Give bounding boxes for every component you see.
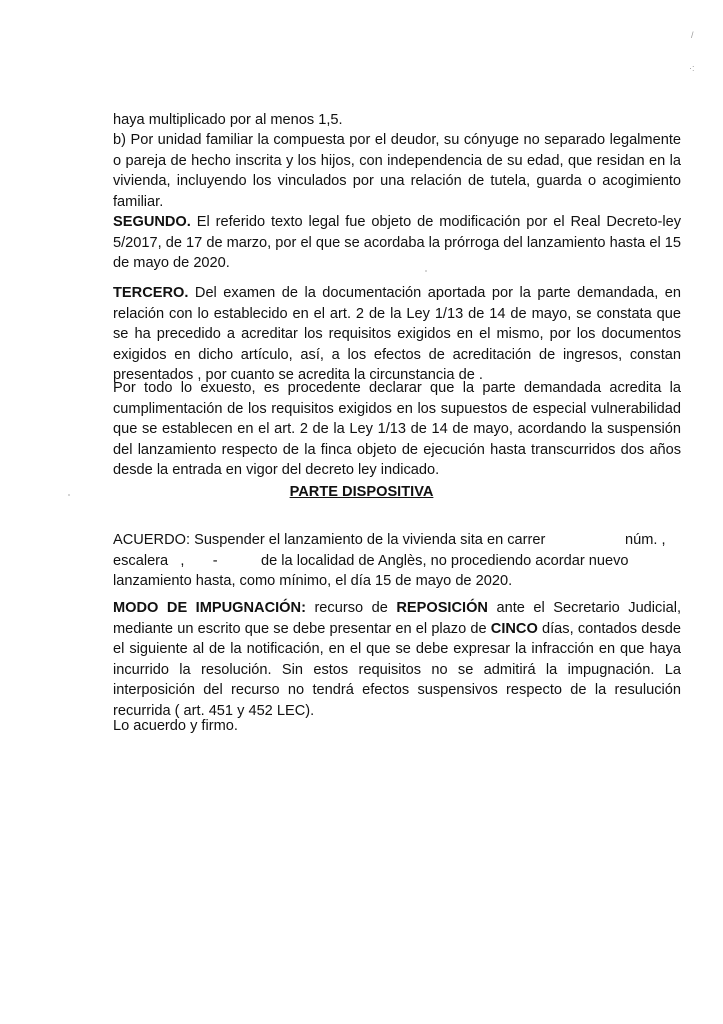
paragraph-conclusion: Por todo lo exuesto, es procedente declarar que la parte demandada acredita la cumplimentación de los requisitos exigidos en los supuestos de especial vulnerabilidad que se establecen en el art. 2 de la Ley 1/13 de 14 de mayo, acordando la suspensión del lanzamiento respecto de la finca objeto de ejecución hasta transcurridos dos años desde la entrada en vigor del decreto ley indicado. <box>113 380 681 478</box>
tercero-text: Del examen de la documentación aportada por la parte demandada, en relación con lo establecido en el art. 2 de la Ley 1/13 de 14 de mayo, se constata que se ha precedido a acreditar los requisitos exigidos en el mismo, por los documentos exigidos en dicho artículo, así, a los efectos de acreditación de ingresos, constan presentados , por cuanto se acredita la circunstancia de . <box>113 285 681 383</box>
paragraph-tercero <box>113 283 681 386</box>
paragraph-impugnacion <box>113 598 681 721</box>
paragraph-segundo <box>113 212 681 274</box>
impugnacion-heading: MODO DE IMPUGNACIÓN: <box>113 600 306 616</box>
closing-line: Lo acuerdo y firmo. <box>113 718 238 734</box>
continuation-line: haya multiplicado por al menos 1,5. <box>113 112 343 128</box>
impugnacion-text-1: recurso de <box>305 600 397 616</box>
section-title-parte-dispositiva: PARTE DISPOSITIVA <box>289 484 434 500</box>
tercero-heading: TERCERO. <box>113 285 189 301</box>
impugnacion-cinco: CINCO <box>490 620 538 637</box>
impugnacion-reposicion: REPOSICIÓN <box>396 600 488 616</box>
scan-mark-top: / <box>691 30 694 40</box>
acuerdo-line-1: ACUERDO: Suspender el lanzamiento de la vivienda sita en carrer <box>113 532 546 548</box>
impugnacion-text-2: ante el Secretario Judicial, mediante un escrito que se debe presentar en el plazo de <box>113 600 681 637</box>
segundo-heading: SEGUNDO. <box>113 214 191 230</box>
scan-mark-second: ·: <box>689 63 695 73</box>
acuerdo-num: núm. , <box>625 532 666 548</box>
acuerdo-escalera: escalera , - <box>113 552 218 569</box>
segundo-text: El referido texto legal fue objeto de modificación por el Real Decreto-ley 5/2017, de 17 de marzo, por el que se acordaba la prórroga del lanzamiento hasta el 15 de mayo de 2020. <box>113 214 681 271</box>
paragraph-acuerdo <box>113 530 681 592</box>
paragraph-item-b: b) Por unidad familiar la compuesta por el deudor, su cónyuge no separado legalmente o pareja de hecho inscrita y los hijos, con independencia de su edad, que residan en la vivienda, incluyendo los vinculados por una relación de tutela, guarda o acogimiento familiar. <box>113 132 681 210</box>
acuerdo-line-3: lanzamiento hasta, como mínimo, el día 15 de mayo de 2020. <box>113 573 513 589</box>
impugnacion-text-3: días, contados desde el siguiente al de la notificación, en el que se debe expresar la infracción en que haya incurrido la resolución. Sin estos requisitos no se admitirá la impugnación. La interposición del recurso no tendrá efectos suspensivos respecto de la resulución recurrida ( art. 451 y 452 LEC). <box>113 620 681 719</box>
acuerdo-line-2: de la localidad de Anglès, no procediendo acordar nuevo <box>261 552 629 569</box>
